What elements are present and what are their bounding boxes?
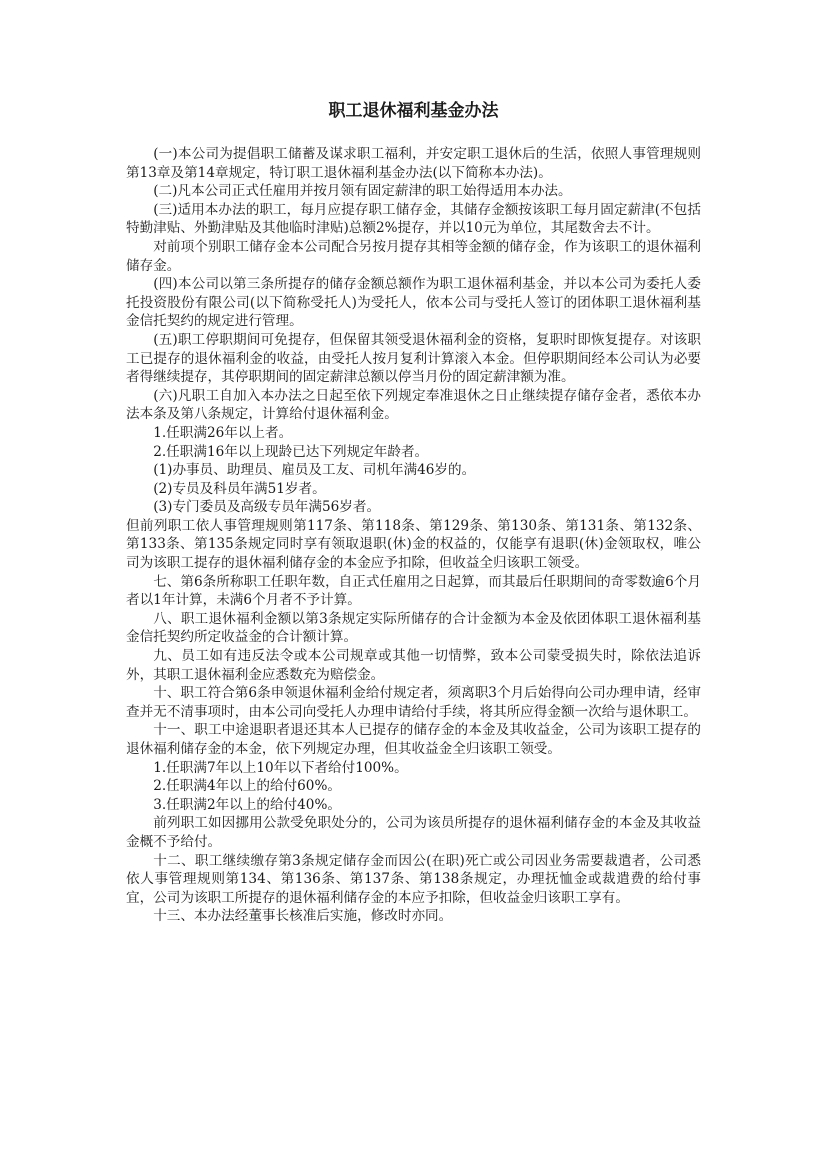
paragraph: 十、职工符合第6条申领退休福利金给付规定者，须离职3个月后始得向公司办理申请，经审查并无不清事项时，由本公司向受托人办理申请给付手续，将其所应得金额一次给与退休职工。 [126,685,701,720]
paragraph: 3.任职满2年以上的给付40%。 [153,796,341,813]
paragraph: 七、第6条所称职工任职年数，自正式任雇用之日起算，而其最后任职期间的奇零数逾6个月者以1年计算，未满6个月者不予计算。 [126,573,701,609]
paragraph: (六)凡职工自加入本办法之日起至依下列规定奉准退休之日止继续提存储存金者，悉依本办法本条及第八条规定，计算给付退休福利金。 [126,387,701,423]
paragraph: (1)办事员、助理员、雇员及工友、司机年满46岁的。 [153,462,476,479]
paragraph: 前列职工如因挪用公款受免职处分的，公司为该员所提存的退休福利储存金的本金及其收益金概不予给付。 [126,815,701,850]
paragraph: 对前项个别职工储存金本公司配合另按月提存其相等金额的储存金，作为该职工的退休福利储存金。 [126,238,701,274]
paragraph: 八、职工退休福利金额以第3条规定实际所储存的合计金额为本金及依团体职工退休福利基金信托契约所定收益金的合计额计算。 [126,610,701,646]
document-title: 职工退休福利基金办法 [328,101,499,121]
paragraph: (2)专员及科员年满51岁者。 [153,480,326,497]
paragraph: 2.任职满16年以上现龄已达下列规定年龄者。 [153,443,429,460]
paragraph: 1.任职满7年以上10年以下者给付100%。 [153,759,408,776]
document-page [126,97,701,926]
paragraph: 十一、职工中途退职者退还其本人已提存的储存金的本金及其收益金，公司为该职工提存的退休福利储存金的本金，依下列规定办理，但其收益金全归该职工领受。 [126,722,701,757]
paragraph: (一)本公司为提倡职工储蓄及谋求职工福利，并安定职工退休后的生活，依照人事管理规则第13章及第14章规定，特订职工退休福利基金办法(以下简称本办法)。 [126,146,701,181]
paragraph: (三)适用本办法的职工，每月应提存职工储存金，其储存金额按该职工每月固定薪津(不包括特勤津贴、外勤津贴及其他临时津贴)总额2%提存，并以10元为单位，其尾数舍去不计。 [126,201,701,237]
paragraph: 十三、本办法经董事长核准后实施，修改时亦同。 [153,908,453,925]
paragraph: 九、员工如有违反法令或本公司规章或其他一切情弊，致本公司蒙受损失时，除依法追诉外，其职工退休福利金应悉数充为赔偿金。 [126,648,701,683]
paragraph: 但前列职工依人事管理规则第117条、第118条、第129条、第130条、第131条、第132条、第133条、第135条规定同时享有领取退职(休)金的权益的，仅能享有退职(休)金领取权，唯公司为该职工提存的退休福利储存金的本金应予扣除，但收益全归该职工领受。 [126,517,701,572]
paragraph: (五)职工停职期间可免提存，但保留其领受退休福利金的资格，复职时即恢复提存。对该职工已提存的退休福利金的收益，由受托人按月复利计算滚入本金。但停职期间经本公司认为必要者得继续提存，其停职期间的固定薪津总额以停当月份的固定薪津额为准。 [126,331,701,386]
paragraph: (3)专门委员及高级专员年满56岁者。 [153,499,381,516]
paragraph: 十二、职工继续缴存第3条规定储存金而因公(在职)死亡或公司因业务需要裁遣者，公司悉依人事管理规则第134、第136条、第137条、第138条规定，办理抚恤金或裁遣费的给付事宜，公司为该职工所提存的退休福利储存金的本应予扣除，但收益金归该职工享有。 [126,852,701,906]
paragraph: 1.任职满26年以上者。 [153,424,293,441]
paragraph: (四)本公司以第三条所提存的储存金额总额作为职工退休福利基金，并以本公司为委托人委托投资股份有限公司(以下简称受托人)为受托人，依本公司与受托人签订的团体职工退休福利基金信托契约的规定进行管理。 [126,276,701,330]
paragraph: 2.任职满4年以上的给付60%。 [153,778,341,795]
paragraph: (二)凡本公司正式任雇用并按月领有固定薪津的职工始得适用本办法。 [153,183,572,200]
document-body [126,145,701,926]
